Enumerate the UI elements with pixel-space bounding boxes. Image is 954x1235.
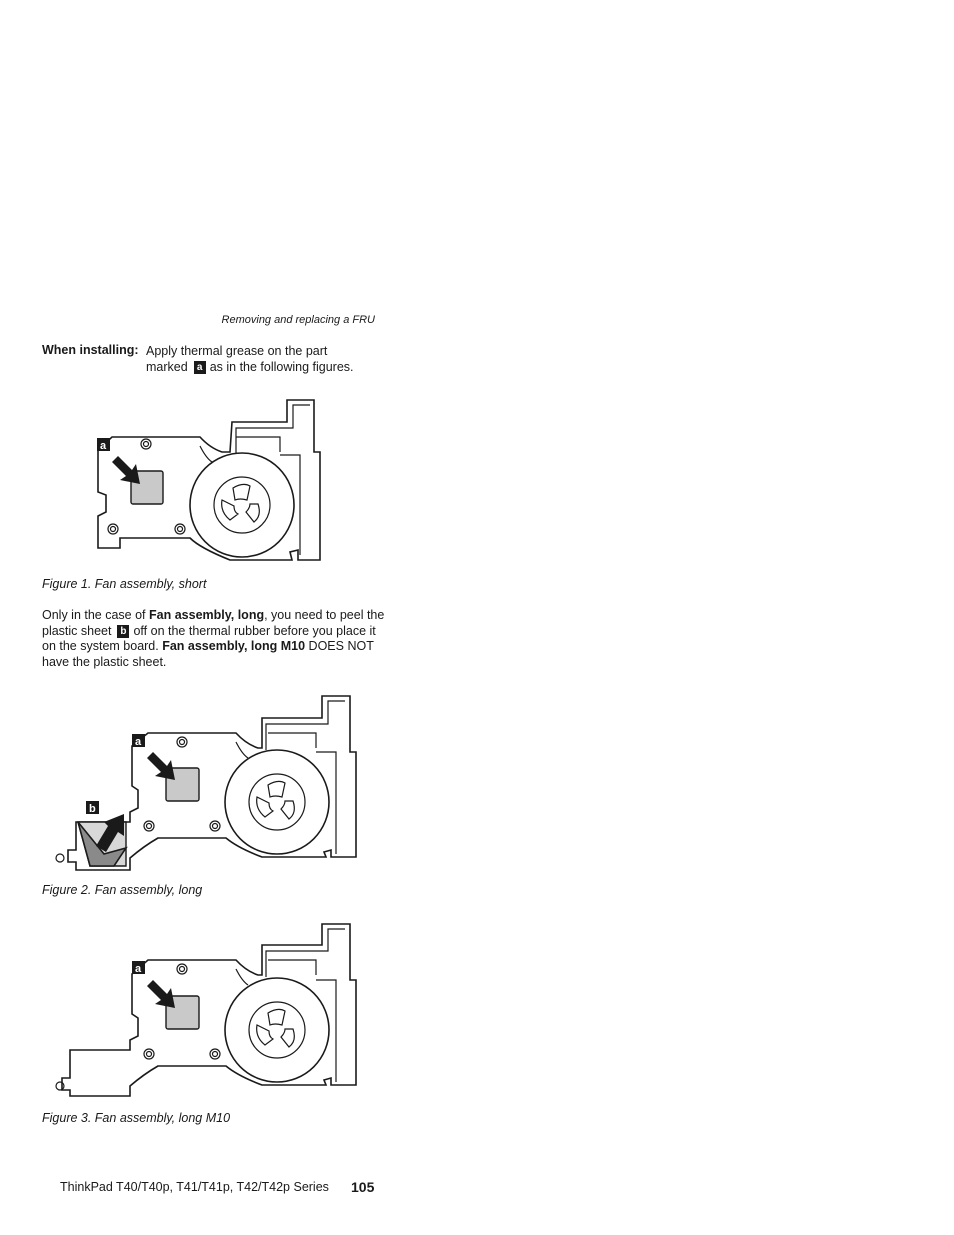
para-bold-1: Fan assembly, long — [149, 608, 265, 622]
para-text-2: , you need to peel the plastic sheet — [42, 608, 385, 638]
figure-2-caption: Figure 2. Fan assembly, long — [42, 883, 203, 897]
callout-b: b — [117, 625, 129, 638]
figure-1-callout-a: a — [100, 440, 107, 452]
figure-3-caption: Figure 3. Fan assembly, long M10 — [42, 1111, 231, 1125]
install-label: When installing: — [42, 343, 139, 357]
footer-series: ThinkPad T40/T40p, T41/T41p, T42/T42p Series — [60, 1180, 329, 1194]
page-number: 105 — [351, 1179, 375, 1195]
install-text-marked: marked — [146, 360, 188, 374]
figure-1-caption: Figure 1. Fan assembly, short — [42, 577, 207, 591]
para-text-4: DOES NOT have the plastic sheet. — [42, 639, 374, 669]
install-text-after: as in the following figures. — [209, 360, 354, 374]
para-bold-2: Fan assembly, long M10 — [162, 639, 306, 654]
para-text-3: off on the thermal rubber before you place it on the system board. — [42, 623, 376, 654]
figure-2-callout-b: b — [89, 803, 96, 815]
figure-3-callout-a: a — [135, 963, 142, 975]
running-header: Removing and replacing a FRU — [221, 314, 375, 326]
figure-2-callout-a: a — [135, 736, 142, 748]
callout-a: a — [194, 361, 206, 374]
install-text-line1: Apply thermal grease on the part — [146, 344, 328, 358]
para-text-1: Only in the case of — [42, 608, 150, 622]
